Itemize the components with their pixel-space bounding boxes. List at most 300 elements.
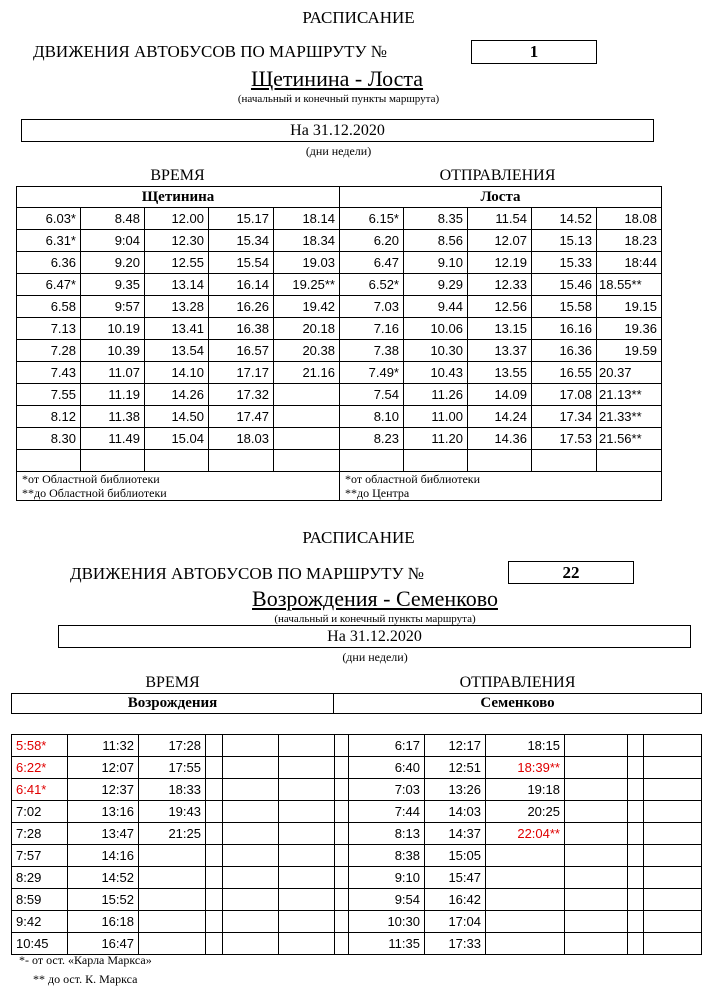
s1-time-cell: 10.30: [404, 340, 468, 362]
s1-time-cell: 19.36: [597, 318, 662, 340]
s1-time-cell: 13.14: [145, 274, 209, 296]
s2-time-cell: [279, 911, 335, 933]
s2-table-row: [12, 757, 702, 779]
s2-time-cell: [565, 889, 628, 911]
s2-time-cell: [565, 911, 628, 933]
s1-time-cell: 18.03: [209, 428, 274, 450]
s1-time-cell: [274, 406, 340, 428]
s1-time-cell: 19.25**: [274, 274, 340, 296]
s2-schedule-table: [11, 734, 702, 955]
s2-time-cell: 12:07: [68, 757, 139, 779]
s2-time-cell: [644, 757, 702, 779]
s2-date-note: (дни недели): [342, 650, 408, 664]
s2-time-cell: 13:16: [68, 801, 139, 823]
s1-time-cell: 6.31*: [17, 230, 81, 252]
s2-time-cell: [279, 757, 335, 779]
s2-time-cell: [279, 735, 335, 757]
s1-time-cell: 6.36: [17, 252, 81, 274]
s2-time-cell: 15:52: [68, 889, 139, 911]
s1-time-cell: 20.37: [597, 362, 662, 384]
s1-stop-a: Щетинина: [17, 187, 340, 208]
s1-time-cell: 21.13**: [597, 384, 662, 406]
s1-time-cell: 17.32: [209, 384, 274, 406]
s1-departure-label: ОТПРАВЛЕНИЯ: [439, 167, 556, 184]
s2-stop-b: Семенково: [334, 694, 702, 714]
s1-time-cell: [274, 450, 340, 472]
s1-time-cell: 6.58: [17, 296, 81, 318]
s2-time-cell: [335, 735, 349, 757]
s2-time-cell: [628, 911, 644, 933]
s1-time-cell: 13.15: [468, 318, 532, 340]
s1-time-cell: 8.23: [340, 428, 404, 450]
s2-table-row: [12, 823, 702, 845]
s2-time-cell: [206, 867, 223, 889]
s1-time-cell: 18.08: [597, 208, 662, 230]
s2-time-cell: [206, 889, 223, 911]
s2-subheading: ДВИЖЕНИЯ АВТОБУСОВ ПО МАРШРУТУ №: [70, 564, 424, 583]
s1-time-cell: [81, 450, 145, 472]
s2-time-cell: [335, 889, 349, 911]
s1-time-cell: 8.48: [81, 208, 145, 230]
s2-time-cell: [206, 823, 223, 845]
s2-footnote-1: *- от ост. «Карла Маркса»: [19, 953, 152, 967]
s1-table-row: [17, 362, 662, 384]
s1-time-cell: 14.24: [468, 406, 532, 428]
s1-time-cell: [532, 450, 597, 472]
s1-time-cell: [209, 450, 274, 472]
s2-time-cell: 5:58*: [12, 735, 68, 757]
s1-time-cell: 10.39: [81, 340, 145, 362]
s2-table-row: [12, 845, 702, 867]
s2-time-cell: 14:52: [68, 867, 139, 889]
s1-time-cell: 16.14: [209, 274, 274, 296]
s2-time-cell: 16:42: [425, 889, 486, 911]
s2-time-cell: [486, 933, 565, 955]
s2-time-cell: [223, 801, 279, 823]
s1-time-cell: 7.38: [340, 340, 404, 362]
s1-time-cell: 18.23: [597, 230, 662, 252]
s1-time-cell: 16.55: [532, 362, 597, 384]
s1-time-cell: 16.16: [532, 318, 597, 340]
s1-time-cell: 9:57: [81, 296, 145, 318]
s1-table-row: [17, 384, 662, 406]
s1-time-cell: 14.26: [145, 384, 209, 406]
s2-heading: РАСПИСАНИЕ: [302, 528, 415, 547]
s2-time-cell: [644, 867, 702, 889]
s1-table-row: [17, 406, 662, 428]
s2-time-cell: [139, 867, 206, 889]
s2-time-cell: [565, 867, 628, 889]
s1-time-cell: [468, 450, 532, 472]
s1-time-cell: 12.19: [468, 252, 532, 274]
s2-time-cell: [565, 823, 628, 845]
s1-time-cell: [404, 450, 468, 472]
s2-time-cell: [223, 757, 279, 779]
s2-time-cell: [335, 867, 349, 889]
s1-time-cell: 19.59: [597, 340, 662, 362]
s1-footnote-right-2: **до Центра: [345, 486, 410, 500]
s2-time-cell: [223, 845, 279, 867]
s2-time-cell: [565, 801, 628, 823]
s1-route-number: 1: [471, 40, 597, 64]
s1-time-cell: 18.34: [274, 230, 340, 252]
s1-stop-b: Лоста: [340, 187, 662, 208]
s1-time-cell: [145, 450, 209, 472]
s1-time-cell: 12.07: [468, 230, 532, 252]
s1-time-cell: 16.57: [209, 340, 274, 362]
s2-time-cell: [335, 845, 349, 867]
s1-time-cell: 18.55**: [597, 274, 662, 296]
s2-time-cell: 7:57: [12, 845, 68, 867]
s1-time-cell: 20.18: [274, 318, 340, 340]
s2-table-row: [12, 735, 702, 757]
s2-time-cell: 17:04: [425, 911, 486, 933]
s2-time-cell: 15:47: [425, 867, 486, 889]
s1-time-cell: 15.54: [209, 252, 274, 274]
s2-footnote-2: ** до ост. К. Маркса: [33, 972, 138, 986]
s2-time-cell: 10:45: [12, 933, 68, 955]
s2-time-cell: 17:55: [139, 757, 206, 779]
s1-time-cell: [597, 450, 662, 472]
s2-time-cell: 8:29: [12, 867, 68, 889]
s1-table-row: [17, 252, 662, 274]
s2-time-cell: [628, 823, 644, 845]
s2-time-cell: 8:38: [349, 845, 425, 867]
s2-time-cell: [335, 933, 349, 955]
s1-time-cell: 15.34: [209, 230, 274, 252]
s1-table-row: [17, 274, 662, 296]
s2-time-cell: [486, 845, 565, 867]
s2-time-cell: 13:26: [425, 779, 486, 801]
s1-route-note: (начальный и конечный пункты маршрута): [237, 93, 440, 105]
s1-time-cell: 7.55: [17, 384, 81, 406]
s1-time-cell: 15.17: [209, 208, 274, 230]
s1-route-name: Щетинина - Лоста: [250, 66, 424, 91]
s1-time-cell: 11.54: [468, 208, 532, 230]
s1-time-cell: 21.16: [274, 362, 340, 384]
s2-time-cell: [628, 845, 644, 867]
s2-time-cell: [139, 889, 206, 911]
s1-time-cell: [274, 384, 340, 406]
s1-time-cell: [274, 428, 340, 450]
s2-time-cell: [644, 889, 702, 911]
s1-time-cell: 17.34: [532, 406, 597, 428]
s1-time-cell: 13.41: [145, 318, 209, 340]
s1-heading: РАСПИСАНИЕ: [302, 8, 415, 27]
s1-time-cell: 9:04: [81, 230, 145, 252]
s2-table-row: [12, 933, 702, 955]
s2-time-cell: [223, 933, 279, 955]
s2-time-cell: [206, 911, 223, 933]
s2-table-row: [12, 779, 702, 801]
s2-time-cell: 6:17: [349, 735, 425, 757]
s1-time-cell: 14.09: [468, 384, 532, 406]
s2-time-cell: [139, 845, 206, 867]
s2-time-cell: [223, 867, 279, 889]
s2-time-cell: 6:40: [349, 757, 425, 779]
s1-time-cell: 17.53: [532, 428, 597, 450]
s1-time-cell: 17.17: [209, 362, 274, 384]
s2-time-cell: [279, 823, 335, 845]
s2-time-cell: [565, 735, 628, 757]
s2-time-label: ВРЕМЯ: [145, 674, 200, 691]
s2-stop-a: Возрождения: [12, 694, 334, 714]
s1-time-cell: 13.37: [468, 340, 532, 362]
s2-time-cell: [279, 801, 335, 823]
s2-time-cell: [644, 845, 702, 867]
s2-date-box: На 31.12.2020: [58, 625, 691, 648]
s1-time-cell: 12.33: [468, 274, 532, 296]
s1-time-cell: 17.08: [532, 384, 597, 406]
s1-time-cell: 7.43: [17, 362, 81, 384]
s1-time-cell: 7.16: [340, 318, 404, 340]
s2-time-cell: [486, 867, 565, 889]
s1-time-cell: 18.14: [274, 208, 340, 230]
s1-table-row: [17, 208, 662, 230]
s1-time-cell: 11.00: [404, 406, 468, 428]
s1-subheading: ДВИЖЕНИЯ АВТОБУСОВ ПО МАРШРУТУ №: [33, 42, 387, 61]
s1-time-cell: 6.15*: [340, 208, 404, 230]
s1-time-label: ВРЕМЯ: [150, 167, 205, 184]
s2-time-cell: 16:47: [68, 933, 139, 955]
s2-time-cell: 12:17: [425, 735, 486, 757]
s1-table-row: [17, 318, 662, 340]
s1-time-cell: 15.33: [532, 252, 597, 274]
s2-time-cell: [206, 801, 223, 823]
s1-time-cell: 9.10: [404, 252, 468, 274]
s2-time-cell: 17:28: [139, 735, 206, 757]
s1-time-cell: 14.50: [145, 406, 209, 428]
s2-time-cell: 12:51: [425, 757, 486, 779]
s2-time-cell: [565, 779, 628, 801]
s1-time-cell: 7.13: [17, 318, 81, 340]
s2-time-cell: [139, 933, 206, 955]
s1-table-row: [17, 340, 662, 362]
s2-time-cell: [335, 757, 349, 779]
s1-table-row: [17, 230, 662, 252]
s2-time-cell: [279, 867, 335, 889]
s1-time-cell: 10.19: [81, 318, 145, 340]
s1-date-box: На 31.12.2020: [21, 119, 654, 142]
s1-time-cell: 6.47*: [17, 274, 81, 296]
s1-time-cell: 18:44: [597, 252, 662, 274]
s2-time-cell: 22:04**: [486, 823, 565, 845]
s1-footnote-left-1: *от Областной библиотеки: [22, 472, 160, 486]
s1-time-cell: 11.49: [81, 428, 145, 450]
s2-time-cell: 11:35: [349, 933, 425, 955]
s1-stops-header: [16, 186, 662, 208]
s1-time-cell: 8.35: [404, 208, 468, 230]
s2-time-cell: [206, 933, 223, 955]
s1-time-cell: 12.00: [145, 208, 209, 230]
s2-time-cell: 11:32: [68, 735, 139, 757]
s1-time-cell: 19.15: [597, 296, 662, 318]
s2-time-cell: [206, 845, 223, 867]
s2-time-cell: 19:43: [139, 801, 206, 823]
s1-time-cell: 7.03: [340, 296, 404, 318]
s1-time-cell: 21.33**: [597, 406, 662, 428]
s2-time-cell: 7:28: [12, 823, 68, 845]
s1-footnote-right: [340, 472, 662, 501]
s1-time-cell: 11.20: [404, 428, 468, 450]
s2-time-cell: [486, 889, 565, 911]
s2-time-cell: 6:41*: [12, 779, 68, 801]
s1-time-cell: 6.47: [340, 252, 404, 274]
s1-time-cell: 17.47: [209, 406, 274, 428]
s2-time-cell: [206, 779, 223, 801]
s2-time-cell: 16:18: [68, 911, 139, 933]
s2-time-cell: [279, 933, 335, 955]
s1-time-cell: 10.43: [404, 362, 468, 384]
s1-time-cell: 12.56: [468, 296, 532, 318]
s1-table-row: [17, 450, 662, 472]
s2-departure-label: ОТПРАВЛЕНИЯ: [459, 674, 576, 691]
s1-time-cell: 13.54: [145, 340, 209, 362]
s2-time-cell: [223, 911, 279, 933]
s1-time-cell: 14.52: [532, 208, 597, 230]
s2-time-cell: 7:44: [349, 801, 425, 823]
s1-footnote-right-1: *от областной библиотеки: [345, 472, 481, 486]
s1-time-cell: 20.38: [274, 340, 340, 362]
s1-time-cell: 16.38: [209, 318, 274, 340]
s2-time-cell: 18:15: [486, 735, 565, 757]
s1-time-cell: 21.56**: [597, 428, 662, 450]
s2-time-cell: [335, 911, 349, 933]
s1-time-cell: 8.30: [17, 428, 81, 450]
s1-footnote-left: [17, 472, 340, 501]
s2-time-cell: 21:25: [139, 823, 206, 845]
s1-time-cell: 9.20: [81, 252, 145, 274]
s2-time-cell: [628, 933, 644, 955]
s2-time-cell: 9:54: [349, 889, 425, 911]
s1-time-cell: 9.44: [404, 296, 468, 318]
s1-time-cell: 14.10: [145, 362, 209, 384]
s2-time-cell: [206, 735, 223, 757]
s2-time-cell: 7:02: [12, 801, 68, 823]
s2-time-cell: [279, 889, 335, 911]
s2-time-cell: 14:16: [68, 845, 139, 867]
s2-time-cell: [279, 779, 335, 801]
s2-time-cell: [223, 735, 279, 757]
s2-time-cell: 14:37: [425, 823, 486, 845]
s2-time-cell: 9:10: [349, 867, 425, 889]
s2-time-cell: [335, 823, 349, 845]
s1-date-note: (дни недели): [305, 144, 372, 158]
s1-time-cell: 19.42: [274, 296, 340, 318]
s2-time-cell: [628, 801, 644, 823]
s2-table-row: [12, 911, 702, 933]
s2-time-cell: 14:03: [425, 801, 486, 823]
s2-time-cell: [223, 889, 279, 911]
s2-time-cell: 18:33: [139, 779, 206, 801]
s2-time-cell: [644, 933, 702, 955]
s2-time-cell: 19:18: [486, 779, 565, 801]
s1-time-cell: 15.13: [532, 230, 597, 252]
s2-table-row: [12, 867, 702, 889]
s2-time-cell: [279, 845, 335, 867]
s2-route-number: 22: [508, 561, 634, 584]
s1-table-row: [17, 296, 662, 318]
s2-time-cell: [335, 779, 349, 801]
s2-time-cell: 12:37: [68, 779, 139, 801]
s1-time-cell: 11.07: [81, 362, 145, 384]
s1-time-cell: 19.03: [274, 252, 340, 274]
s1-time-cell: 11.26: [404, 384, 468, 406]
s1-time-cell: [17, 450, 81, 472]
s1-time-cell: 6.52*: [340, 274, 404, 296]
s1-time-cell: 7.49*: [340, 362, 404, 384]
s2-time-cell: [565, 845, 628, 867]
s2-time-cell: [644, 779, 702, 801]
s2-time-cell: 15:05: [425, 845, 486, 867]
s1-time-cell: 6.20: [340, 230, 404, 252]
s1-table-row: [17, 428, 662, 450]
s2-time-cell: [565, 933, 628, 955]
s2-time-cell: [644, 801, 702, 823]
s1-time-cell: 9.29: [404, 274, 468, 296]
s1-time-cell: 16.36: [532, 340, 597, 362]
s1-time-cell: 15.58: [532, 296, 597, 318]
s1-time-cell: 10.06: [404, 318, 468, 340]
s2-time-cell: 6:22*: [12, 757, 68, 779]
s2-time-cell: 9:42: [12, 911, 68, 933]
s1-schedule-table: [16, 207, 662, 501]
s2-time-cell: [628, 735, 644, 757]
s2-table-row: [12, 801, 702, 823]
s2-time-cell: [628, 867, 644, 889]
s1-time-cell: 7.28: [17, 340, 81, 362]
s2-time-cell: 17:33: [425, 933, 486, 955]
s2-time-cell: [335, 801, 349, 823]
s1-time-cell: 16.26: [209, 296, 274, 318]
s1-time-cell: 8.10: [340, 406, 404, 428]
s1-time-cell: 11.19: [81, 384, 145, 406]
s2-time-cell: [223, 779, 279, 801]
s1-time-cell: 8.56: [404, 230, 468, 252]
s1-time-cell: [340, 450, 404, 472]
s2-stops-header: [11, 693, 702, 714]
s2-time-cell: 10:30: [349, 911, 425, 933]
s2-time-cell: 13:47: [68, 823, 139, 845]
s1-time-cell: 11.38: [81, 406, 145, 428]
s2-time-cell: [565, 757, 628, 779]
s1-time-cell: 13.28: [145, 296, 209, 318]
s2-time-cell: 8:59: [12, 889, 68, 911]
s2-table-row: [12, 889, 702, 911]
s2-time-cell: [206, 757, 223, 779]
s1-time-cell: 8.12: [17, 406, 81, 428]
s2-time-cell: [644, 823, 702, 845]
s2-time-cell: 18:39**: [486, 757, 565, 779]
s2-time-cell: [486, 911, 565, 933]
s1-time-cell: 15.46: [532, 274, 597, 296]
s2-time-cell: 7:03: [349, 779, 425, 801]
s1-time-cell: 15.04: [145, 428, 209, 450]
s1-time-cell: 6.03*: [17, 208, 81, 230]
s2-time-cell: [223, 823, 279, 845]
s1-time-cell: 12.30: [145, 230, 209, 252]
s2-time-cell: [644, 911, 702, 933]
s2-route-name: Возрождения - Семенково: [252, 586, 498, 611]
s1-time-cell: 7.54: [340, 384, 404, 406]
s2-time-cell: [139, 911, 206, 933]
s2-time-cell: 8:13: [349, 823, 425, 845]
s1-time-cell: 14.36: [468, 428, 532, 450]
s2-route-note: (начальный и конечный пункты маршрута): [274, 613, 476, 625]
s2-time-cell: 20:25: [486, 801, 565, 823]
s1-time-cell: 9.35: [81, 274, 145, 296]
s2-time-cell: [628, 779, 644, 801]
